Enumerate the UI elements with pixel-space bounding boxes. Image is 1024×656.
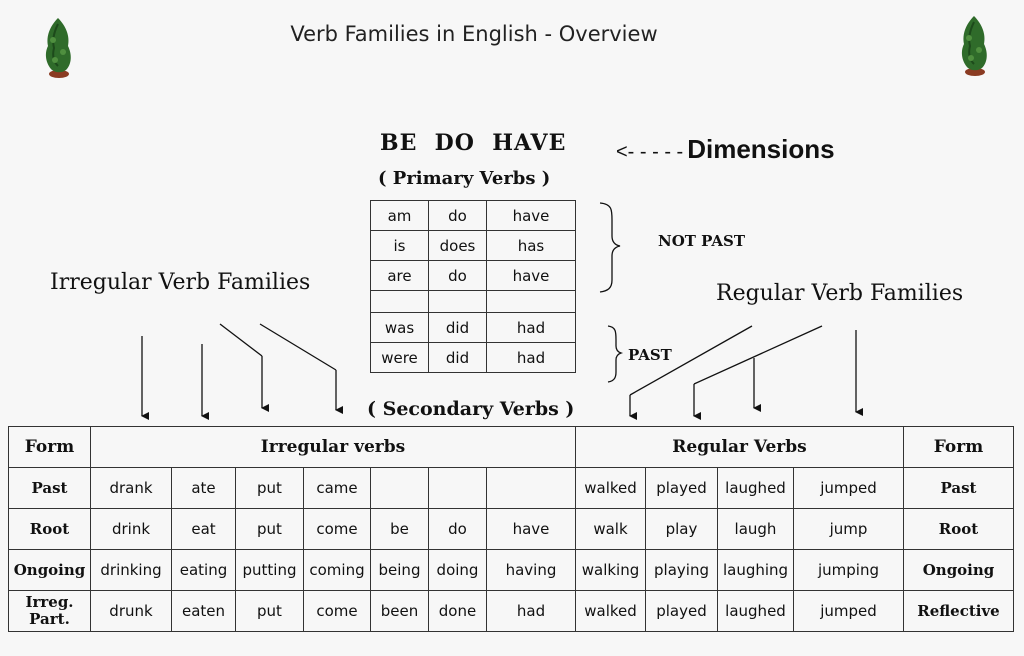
form-header-right: Form [904, 427, 1014, 468]
irregular-verb-cell: drank [91, 468, 172, 509]
table-header-row [9, 427, 1014, 468]
table-cell: are [371, 261, 429, 291]
irregular-verb-cell: done [429, 591, 487, 632]
regular-verb-cell: walked [576, 591, 646, 632]
table-cell: do [429, 261, 487, 291]
regular-verb-cell: walk [576, 509, 646, 550]
dimensions-text: Dimensions [687, 134, 835, 164]
irregular-verb-cell: eat [172, 509, 236, 550]
irregular-verb-cell: being [371, 550, 429, 591]
irregular-verb-cell: been [371, 591, 429, 632]
form-label-left: Irreg. Part. [9, 591, 91, 632]
arrow-line [260, 324, 336, 370]
arrow-line [220, 324, 262, 356]
primary-verbs-subheading: ( Primary Verbs ) [378, 168, 551, 189]
irregular-verb-cell: putting [236, 550, 304, 591]
primary-verbs-heading: BE DO HAVE [380, 130, 567, 156]
regular-verb-cell: laughing [718, 550, 794, 591]
irregular-verb-cell: eaten [172, 591, 236, 632]
regular-verb-cell: play [646, 509, 718, 550]
table-cell: were [371, 343, 429, 373]
table-row [9, 550, 1014, 591]
irregular-verb-cell: do [429, 509, 487, 550]
form-label-right: Ongoing [904, 550, 1014, 591]
regular-verb-cell: walking [576, 550, 646, 591]
regular-verb-cell: jumped [794, 591, 904, 632]
irregular-families-label: Irregular Verb Families [50, 270, 311, 295]
irregular-verb-cell: had [487, 591, 576, 632]
irregular-verb-cell: drunk [91, 591, 172, 632]
form-header-left: Form [9, 427, 91, 468]
table-row [9, 509, 1014, 550]
regular-verb-cell: jump [794, 509, 904, 550]
irregular-verb-cell: come [304, 591, 371, 632]
page-title: Verb Families in English - Overview [290, 22, 658, 46]
table-cell: have [487, 261, 576, 291]
secondary-verbs-label: ( Secondary Verbs ) [367, 398, 575, 420]
regular-verb-cell: laughed [718, 591, 794, 632]
form-label-left: Root [9, 509, 91, 550]
irregular-verb-cell: have [487, 509, 576, 550]
irregular-verb-cell: put [236, 509, 304, 550]
irregular-verb-cell: came [304, 468, 371, 509]
irregular-verbs-header: Irregular verbs [91, 427, 576, 468]
verb-forms-table [8, 426, 1014, 632]
table-cell: do [429, 201, 487, 231]
regular-verb-cell: playing [646, 550, 718, 591]
table-row [9, 591, 1014, 632]
irregular-verb-cell: drink [91, 509, 172, 550]
form-label-right: Past [904, 468, 1014, 509]
regular-verb-cell: played [646, 468, 718, 509]
not-past-label: NOT PAST [658, 232, 745, 250]
brace-past [608, 326, 621, 382]
table-cell: had [487, 343, 576, 373]
irregular-verb-cell: coming [304, 550, 371, 591]
arrow-line [630, 326, 752, 395]
regular-verb-cell: jumping [794, 550, 904, 591]
form-label-left: Past [9, 468, 91, 509]
irregular-verb-cell [487, 468, 576, 509]
table-cell: does [429, 231, 487, 261]
regular-verbs-header: Regular Verbs [576, 427, 904, 468]
irregular-verb-cell: come [304, 509, 371, 550]
irregular-verb-cell [371, 468, 429, 509]
table-cell: did [429, 343, 487, 373]
table-cell: was [371, 313, 429, 343]
form-label-right: Root [904, 509, 1014, 550]
regular-families-label: Regular Verb Families [716, 281, 964, 306]
regular-verb-cell: played [646, 591, 718, 632]
brace-not-past [600, 203, 620, 292]
form-label-right: Reflective [904, 591, 1014, 632]
arrow-line [694, 326, 822, 384]
table-cell: had [487, 313, 576, 343]
regular-verb-cell: jumped [794, 468, 904, 509]
table-cell: have [487, 201, 576, 231]
irregular-verb-cell: having [487, 550, 576, 591]
irregular-verb-cell: put [236, 468, 304, 509]
table-cell: has [487, 231, 576, 261]
regular-verb-cell: walked [576, 468, 646, 509]
irregular-verb-cell: drinking [91, 550, 172, 591]
dimensions-arrow: <- - - - - [616, 141, 684, 163]
table-cell: did [429, 313, 487, 343]
irregular-verb-cell: ate [172, 468, 236, 509]
form-label-left: Ongoing [9, 550, 91, 591]
irregular-verb-cell: put [236, 591, 304, 632]
regular-verb-cell: laughed [718, 468, 794, 509]
irregular-verb-cell: doing [429, 550, 487, 591]
table-row [9, 468, 1014, 509]
table-cell: am [371, 201, 429, 231]
past-label: PAST [628, 346, 672, 364]
table-cell: is [371, 231, 429, 261]
irregular-verb-cell: be [371, 509, 429, 550]
irregular-verb-cell: eating [172, 550, 236, 591]
irregular-verb-cell [429, 468, 487, 509]
regular-verb-cell: laugh [718, 509, 794, 550]
